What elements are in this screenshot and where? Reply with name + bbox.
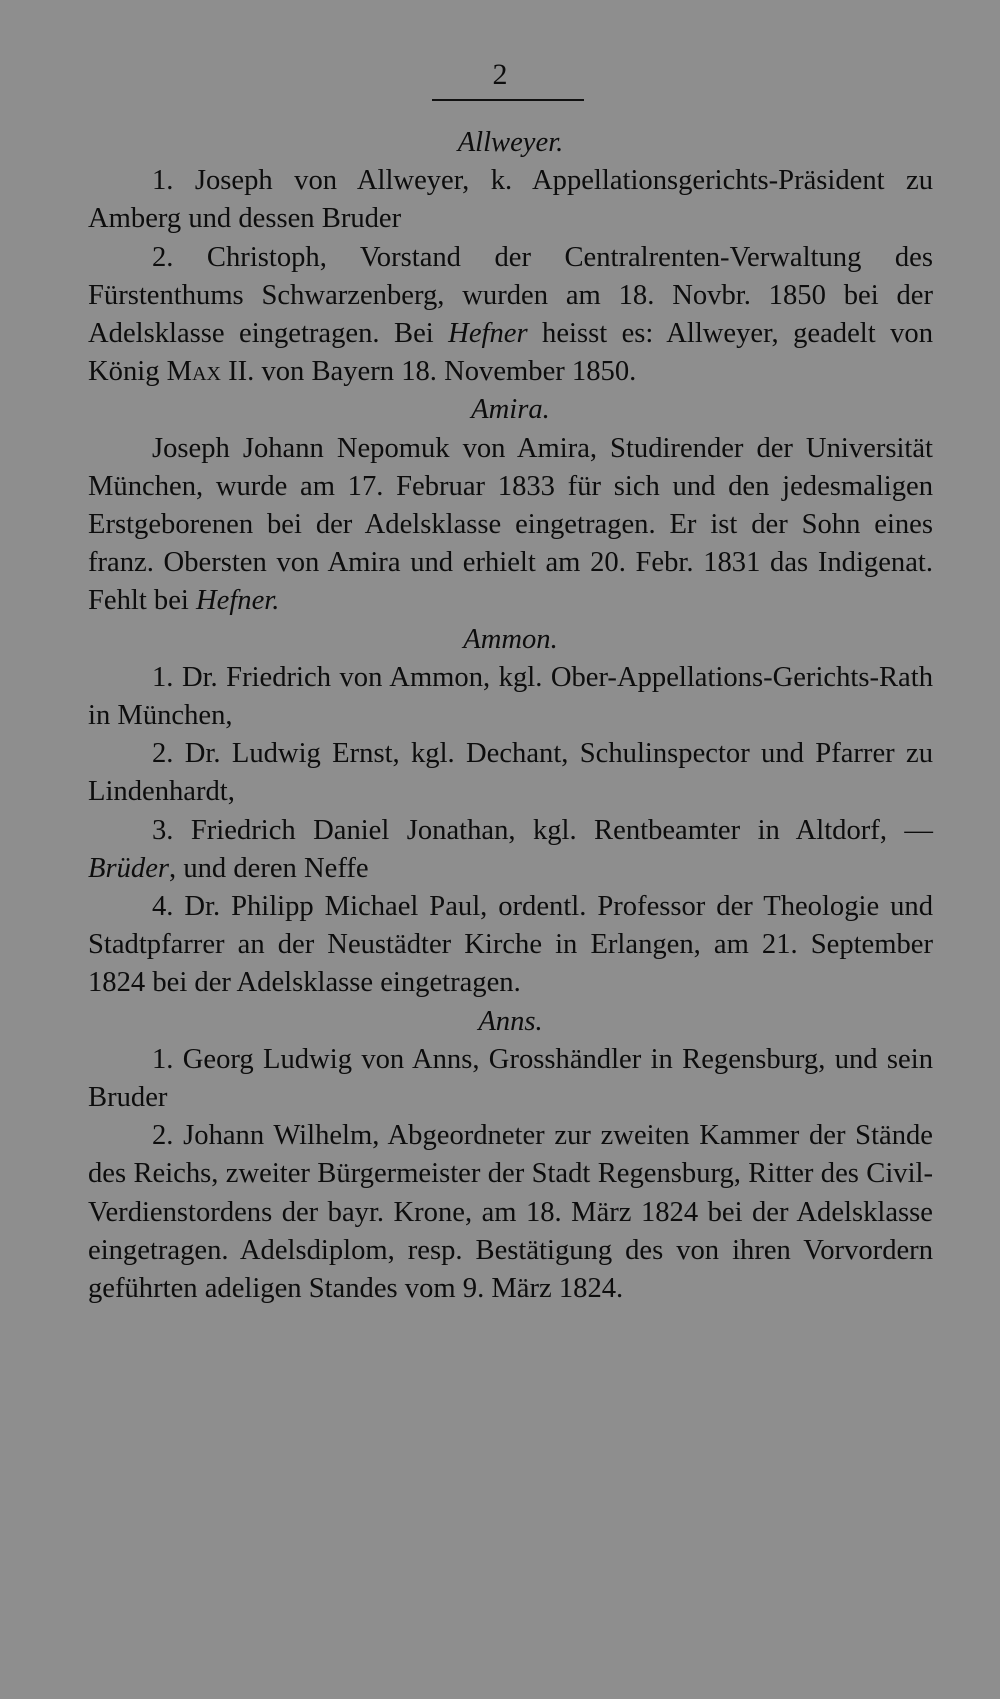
text-run: , und deren Neffe [169, 852, 369, 884]
entry-paragraph [88, 659, 933, 735]
text-run: II. von Bayern 18. November 1850. [220, 356, 637, 388]
text-run: 2. Christoph, Vorstand der Centralrenten-Verwaltung des Fürstenthums Schwarzenberg, wurden am 18. Novbr. 1850 bei der Adelsklasse eingetragen. Bei [88, 241, 933, 350]
italic-reference: Hefner. [196, 585, 280, 617]
entry-paragraph [88, 1041, 933, 1117]
entry-paragraph [88, 1117, 933, 1308]
italic-reference: Hefner [448, 318, 528, 350]
text-run: 2. Dr. Ludwig Ernst, kgl. Dechant, Schulinspector und Pfarrer zu Lindenhardt, [88, 738, 933, 808]
entry-heading: Ammon. [463, 623, 558, 655]
entry-paragraph [88, 812, 933, 888]
entry-paragraph [88, 430, 933, 621]
text-run: 1. Joseph von Allweyer, k. Appellationsgerichts-Präsident zu Amberg und dessen Bruder [88, 165, 933, 235]
text-run: Joseph Johann Nepomuk von Amira, Studirender der Universität München, wurde am 17. Februar 1833 für sich und den jedesmaligen Erstgeborenen bei der Adelsklasse eingetragen. Er ist der Sohn eines franz. Obersten von Amira und erhielt am 20. Febr. 1831 das Indigenat. Fehlt bei [88, 432, 933, 617]
text-run: 2. Johann Wilhelm, Abgeordneter zur zweiten Kammer der Stände des Reichs, zweiter Bürgermeister der Stadt Regensburg, Ritter des Civil-Verdienstordens der bayr. Krone, am 18. März 1824 bei der Adelsklasse eingetragen. Adelsdiplom, resp. Bestätigung des von ihren Vorvordern geführten adeligen Standes vom 9. März 1824. [88, 1120, 933, 1305]
entry-ammon [88, 621, 933, 1003]
small-caps-name: Max [166, 356, 221, 388]
text-run: 1. Georg Ludwig von Anns, Grosshändler in Regensburg, und sein Bruder [88, 1043, 933, 1114]
entry-anns [88, 1003, 933, 1309]
entry-paragraph [88, 162, 933, 238]
entry-paragraph [88, 735, 933, 811]
entry-paragraph [88, 888, 933, 1003]
page-body [88, 124, 933, 1308]
entry-paragraph [88, 239, 933, 392]
page-number: 2 [492, 58, 508, 91]
text-run: 1. Dr. Friedrich von Ammon, kgl. Ober-Appellations-Gerichts-Rath in München, [88, 661, 933, 732]
entry-heading: Amira. [471, 394, 550, 426]
text-run: heisst es: Allweyer, geadelt von König [88, 318, 933, 388]
entry-heading: Allweyer. [457, 127, 564, 158]
italic-word: Brüder [88, 852, 170, 884]
text-run: 4. Dr. Philipp Michael Paul, ordentl. Professor der Theologie und Stadtpfarrer an der Neustädter Kirche in Erlangen, am 21. September 1824 bei der Adelsklasse eingetragen. [88, 891, 933, 999]
entry-amira [88, 391, 933, 620]
text-run: 3. Friedrich Daniel Jonathan, kgl. Rentbeamter in Altdorf, — [152, 814, 933, 846]
entry-heading: Anns. [478, 1005, 543, 1037]
header-rule [432, 99, 584, 101]
entry-allweyer [88, 124, 933, 391]
